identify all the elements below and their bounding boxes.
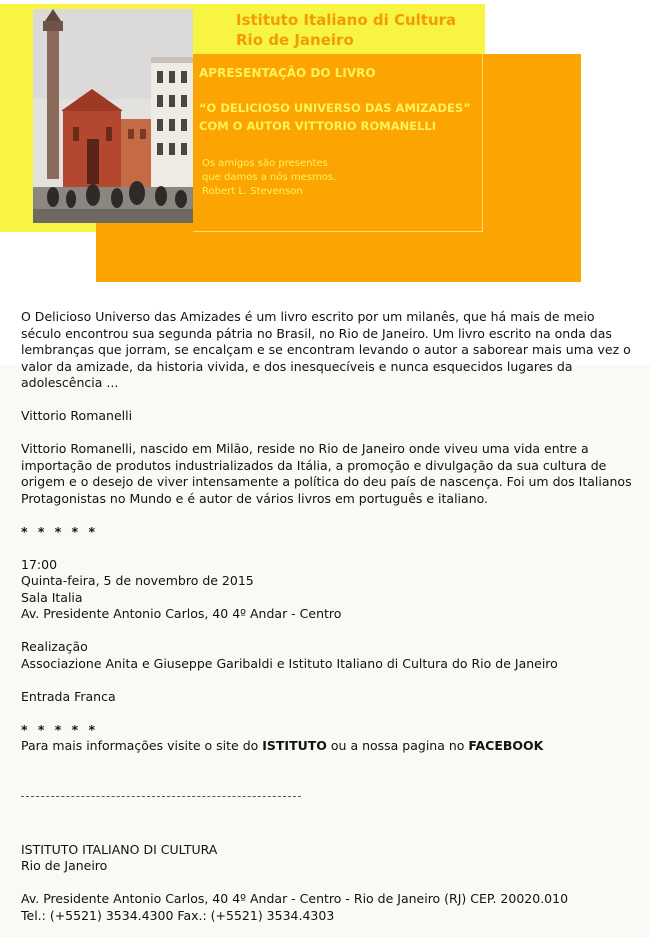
book-author-line: COM O AUTOR VITTORIO ROMANELLI: [199, 119, 437, 133]
book-title-block: [199, 99, 471, 135]
separator-stars-1: * * * * *: [21, 523, 99, 539]
banner-inner-outline: [193, 54, 483, 232]
more-info-middle: ou a nossa pagina no: [326, 738, 469, 753]
institute-city: Rio de Janeiro: [236, 31, 354, 49]
event-address: Av. Presidente Antonio Carlos, 40 4º Andar - Centro: [21, 606, 342, 621]
intro-paragraph: O Delicioso Universo das Amizades é um livro escrito por um milanês, que há mais de meio século encontrou sua segunda pátria no Brasil, no Rio de Janeiro. Um livro escrito na onda das lembranças que jorram, se encalçam e se encontram levando o autor a saborear mais uma vez o valor da amizade, da historia vivida, e dos inesquecíveis e nunca esquecidos lugares da adolescência ...: [21, 309, 631, 390]
footer-institute-name: ISTITUTO ITALIANO DI CULTURA: [21, 841, 218, 857]
footer-phones: Tel.: (+5521) 3534.4300 Fax.: (+5521) 3534.4303: [21, 907, 335, 923]
event-room: Sala Italia: [21, 589, 83, 605]
milan-church-painting: [33, 9, 193, 223]
quote-author: Robert L. Stevenson: [202, 186, 303, 197]
institute-header: [236, 10, 456, 50]
institute-name: Istituto Italiano di Cultura: [236, 11, 457, 29]
quote-block: [202, 157, 336, 199]
author-name: Vittorio Romanelli: [21, 408, 133, 423]
event-time: 17:00: [21, 556, 58, 572]
footer-address: Av. Presidente Antonio Carlos, 40 4º Andar - Centro - Rio de Janeiro (RJ) CEP. 20020.010: [21, 891, 569, 906]
event-date: Quinta-feira, 5 de novembro de 2015: [21, 573, 254, 588]
realization-value: Associazione Anita e Giuseppe Garibaldi e Istituto Italiano di Cultura do Rio de Janeiro: [21, 655, 558, 671]
book-title: “O DELICIOSO UNIVERSO DAS AMIZADES”: [199, 101, 471, 115]
separator-stars-2: * * * * *: [21, 721, 99, 737]
istituto-link[interactable]: ISTITUTO: [262, 738, 327, 753]
book-presentation-label: APRESENTAÇÃO DO LIVRO: [199, 66, 376, 80]
footer-city: Rio de Janeiro: [21, 858, 108, 873]
realization-label: Realização: [21, 639, 88, 654]
more-info-prefix: Para mais informações visite o site do: [21, 738, 263, 753]
entry-info: Entrada Franca: [21, 688, 116, 704]
facebook-link[interactable]: FACEBOOK: [468, 738, 544, 753]
more-info-line: [21, 738, 633, 755]
article-content: [21, 309, 633, 924]
quote-line-1: Os amigos são presentes: [202, 158, 328, 169]
author-bio: Vittorio Romanelli, nascido em Milão, reside no Rio de Janeiro onde viveu uma vida entre a importação de produtos industrializados da Itália, a promoção e divulgação da sua cultura de origem e o desejo de viver intensamente a política do deu país de nascença. Foi um dos Italianos Protagonistas no Mundo e é autor de vários livros em português e italiano.: [21, 441, 632, 506]
quote-line-2: que damos a nós mesmos.: [202, 172, 337, 183]
